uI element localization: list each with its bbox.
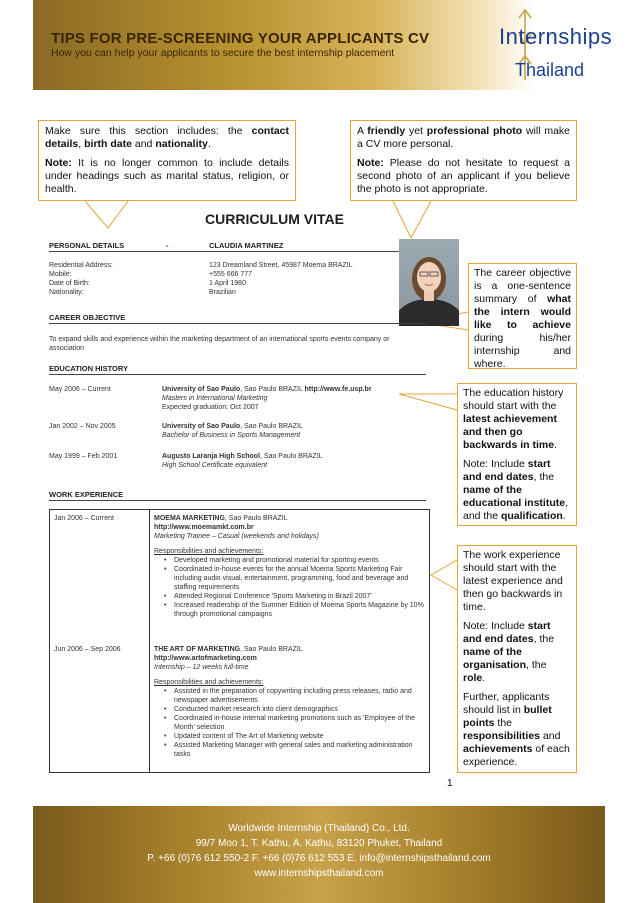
label-address: Residential Address: (49, 262, 113, 269)
logo-line-2: Thailand (515, 60, 585, 80)
list-item: • Attended Regional Conference 'Sports Marketing in Brazil 2007' (160, 592, 426, 601)
personal-values (209, 261, 353, 297)
value-address: 123 Dreamland Street, 45987 Moema BRAZIL (209, 262, 353, 269)
cv-title: CURRICULUM VITAE (205, 211, 344, 227)
footer-banner (33, 806, 605, 903)
list-item: • Coordinated in-house events for the annual Moema Sports Marketing Fair including audio visual, entertainment, programming, food and beverage and staffing requirements (160, 565, 426, 592)
personal-labels (49, 261, 113, 297)
label-mobile: Mobile: (49, 271, 72, 278)
callout-text: , and the (463, 497, 569, 522)
callout-text: of each experience. (463, 743, 570, 768)
work-role: Marketing Trainee – Casual (weekends and holidays) (154, 533, 319, 540)
career-objective-heading (49, 313, 426, 324)
list-item: • Conducted market research into client demographics (160, 705, 426, 714)
work-entry-1 (154, 514, 426, 619)
callout-bold: contact details (45, 125, 289, 150)
edu-url: http://www.fe.usp.br (304, 386, 372, 393)
callout-bold: start and end dates (463, 620, 551, 645)
work-company: THE ART OF MARKETING (154, 646, 241, 653)
label-nationality: Nationality: (49, 289, 84, 296)
table-divider (149, 510, 150, 772)
callout-bold: latest achievement and then go backwards in time (463, 413, 557, 451)
work-resp-label: Responsibilities and achievements: (154, 548, 264, 555)
callout-text: , the (526, 659, 547, 671)
edu-entry-3 (162, 452, 422, 470)
section-heading-text: PERSONAL DETAILS (49, 241, 125, 250)
callout-bold: role (463, 672, 483, 684)
edu-dates-1: May 2006 – Current (49, 386, 111, 393)
work-location: , Sao Paulo BRAZIL (224, 515, 288, 522)
personal-details-heading (49, 241, 426, 252)
page-title: TIPS FOR PRE-SCREENING YOUR APPLICANTS CV (51, 30, 430, 47)
callout-bold: start and end dates (463, 458, 551, 483)
list-item: • Developed marketing and promotional material for sporting events (160, 556, 426, 565)
callout-text: , the (533, 633, 555, 645)
list-item: • Increased readership of the Summer Edition of Moema Sports Magazine by 10% through promotional campaigns (160, 601, 426, 619)
edu-school: University of Sao Paulo (162, 386, 241, 393)
section-heading-text: EDUCATION HISTORY (49, 364, 129, 373)
edu-degree: Masters in International Marketing (162, 395, 268, 402)
callout-text: the (494, 717, 513, 729)
value-nationality: Brazilian (209, 289, 236, 296)
edu-school: Augusto Laranja High School (162, 453, 261, 460)
work-location: , Sao Paulo BRAZIL (240, 646, 303, 653)
footer-website[interactable]: www.internshipsthailand.com (254, 868, 384, 879)
work-role: Internship – 12 weeks full-time (154, 664, 249, 671)
work-resp-label: Responsibilities and achievements: (154, 679, 264, 686)
edu-location: , Sao Paulo BRAZIL (240, 423, 303, 430)
callout-text: will make a CV more personal. (357, 125, 571, 150)
work-dates-1: Jan 2006 – Current (54, 515, 114, 522)
callout-note-label: Note: (45, 157, 72, 169)
career-objective-text: To expand skills and experience within the marketing department of an international sports events company or association (49, 336, 390, 352)
edu-location: , Sao Paulo BRAZIL (260, 453, 323, 460)
callout-bold: nationality (155, 138, 208, 150)
callout-text: The work experience should start with the latest experience and then go backwards in time. (463, 549, 563, 613)
callout-bold: name of the organisation (463, 646, 527, 671)
callout-text: yet (405, 125, 427, 137)
callout-text: , the (533, 471, 555, 483)
applicant-name: CLAUDIA MARTINEZ (209, 241, 284, 250)
footer-company: Worldwide Internship (Thailand) Co., Ltd. (228, 823, 410, 834)
edu-dates-3: May 1999 – Feb 2001 (49, 453, 118, 460)
label-dob: Date of Birth: (49, 280, 90, 287)
work-experience-heading (49, 490, 426, 501)
work-bullets (160, 687, 426, 759)
callout-bold: achievements (463, 743, 533, 755)
callout-text: . (554, 439, 557, 451)
callout-bold: professional photo (426, 125, 523, 137)
value-mobile: +555 666 777 (209, 271, 253, 278)
footer-contact: P. +66 (0)76 612 550-2 F. +66 (0)76 612 553 E. info@internshipsthailand.com (147, 853, 491, 864)
section-heading-text: CAREER OBJECTIVE (49, 313, 126, 322)
education-history-heading (49, 364, 426, 375)
edu-degree: High School Certificate equivalent (162, 462, 268, 469)
work-bullets (160, 556, 426, 619)
edu-note: Expected graduation: Oct 2007 (162, 404, 259, 411)
list-item: • Assisted in the preparation of copywriting including press releases, radio and newspaper advertisements (160, 687, 426, 705)
edu-entry-2 (162, 422, 422, 440)
callout-text: and (540, 730, 561, 742)
callout-text: Note: Include (463, 620, 528, 632)
edu-dates-2: Jan 2002 – Nov 2005 (49, 423, 116, 430)
page-subtitle: How you can help your applicants to secure the best internship placement (51, 47, 395, 59)
callout-text: Make sure this section includes: the (45, 125, 252, 137)
list-item: • Coordinated in-house internal marketing promotions such as 'Employee of the Month' selection (160, 714, 426, 732)
list-item: • Assisted Marketing Manager with general sales and marketing administration tasks (160, 741, 426, 759)
callout-text: The education history should start with the (463, 387, 564, 412)
footer-address: 99/7 Moo 1, T. Kathu, A. Kathu, 83120 Phuket, Thailand (195, 838, 443, 849)
callout-bold: friendly (367, 125, 406, 137)
callout-text: and (131, 138, 156, 150)
list-item: • Updated content of The Art of Marketing website (160, 732, 426, 741)
callout-text: . (482, 672, 486, 684)
heading-dash: - (166, 241, 169, 250)
callout-text: during his/her internship and where. (474, 332, 571, 370)
edu-location: , Sao Paulo BRAZIL (240, 386, 305, 393)
work-dates-2: Jun 2006 – Sep 2006 (54, 646, 121, 653)
value-dob: 1 April 1980 (209, 280, 246, 287)
work-url: http://www.artofmarketing.com (154, 655, 257, 662)
callout-text: Please do not hesitate to request a second photo of an applicant if you believe the photo is not appropriate. (357, 157, 570, 195)
edu-school: University of Sao Paulo (162, 423, 241, 430)
callout-text: . (562, 510, 566, 522)
section-heading-text: WORK EXPERIENCE (49, 490, 124, 499)
callout-note-label: Note: (357, 157, 384, 169)
work-entry-2 (154, 645, 426, 759)
callout-text: It is no longer common to include details under headings such as marital status, religion, or health. (45, 157, 289, 195)
callout-bold: bullet points (463, 704, 552, 729)
callout-bold: birth date (84, 138, 132, 150)
callout-text: . (207, 138, 211, 150)
callout-text: , (78, 138, 85, 150)
callout-bold: what the intern would like to achieve (474, 293, 571, 331)
callout-bold: responsibilities (463, 730, 541, 742)
work-company: MOEMA MARKETING (154, 515, 225, 522)
document-page (33, 0, 613, 903)
logo-line-1: Internships (499, 24, 613, 49)
edu-degree: Bachelor of Business in Sports Management (162, 432, 301, 439)
callout-text: Note: Include (463, 458, 528, 470)
work-url: http://www.moemamkt.com.br (154, 524, 254, 531)
callout-text: A (357, 125, 368, 137)
edu-entry-1 (162, 385, 422, 412)
callout-bold: name of the educational institute (463, 484, 566, 509)
callout-text: The career objective is a one-sentence summary of (474, 267, 571, 305)
page-number: 1 (447, 778, 453, 789)
callout-text: Further, applicants should list in (463, 691, 550, 716)
callout-bold: qualification (500, 510, 563, 522)
work-experience-table (49, 509, 430, 773)
